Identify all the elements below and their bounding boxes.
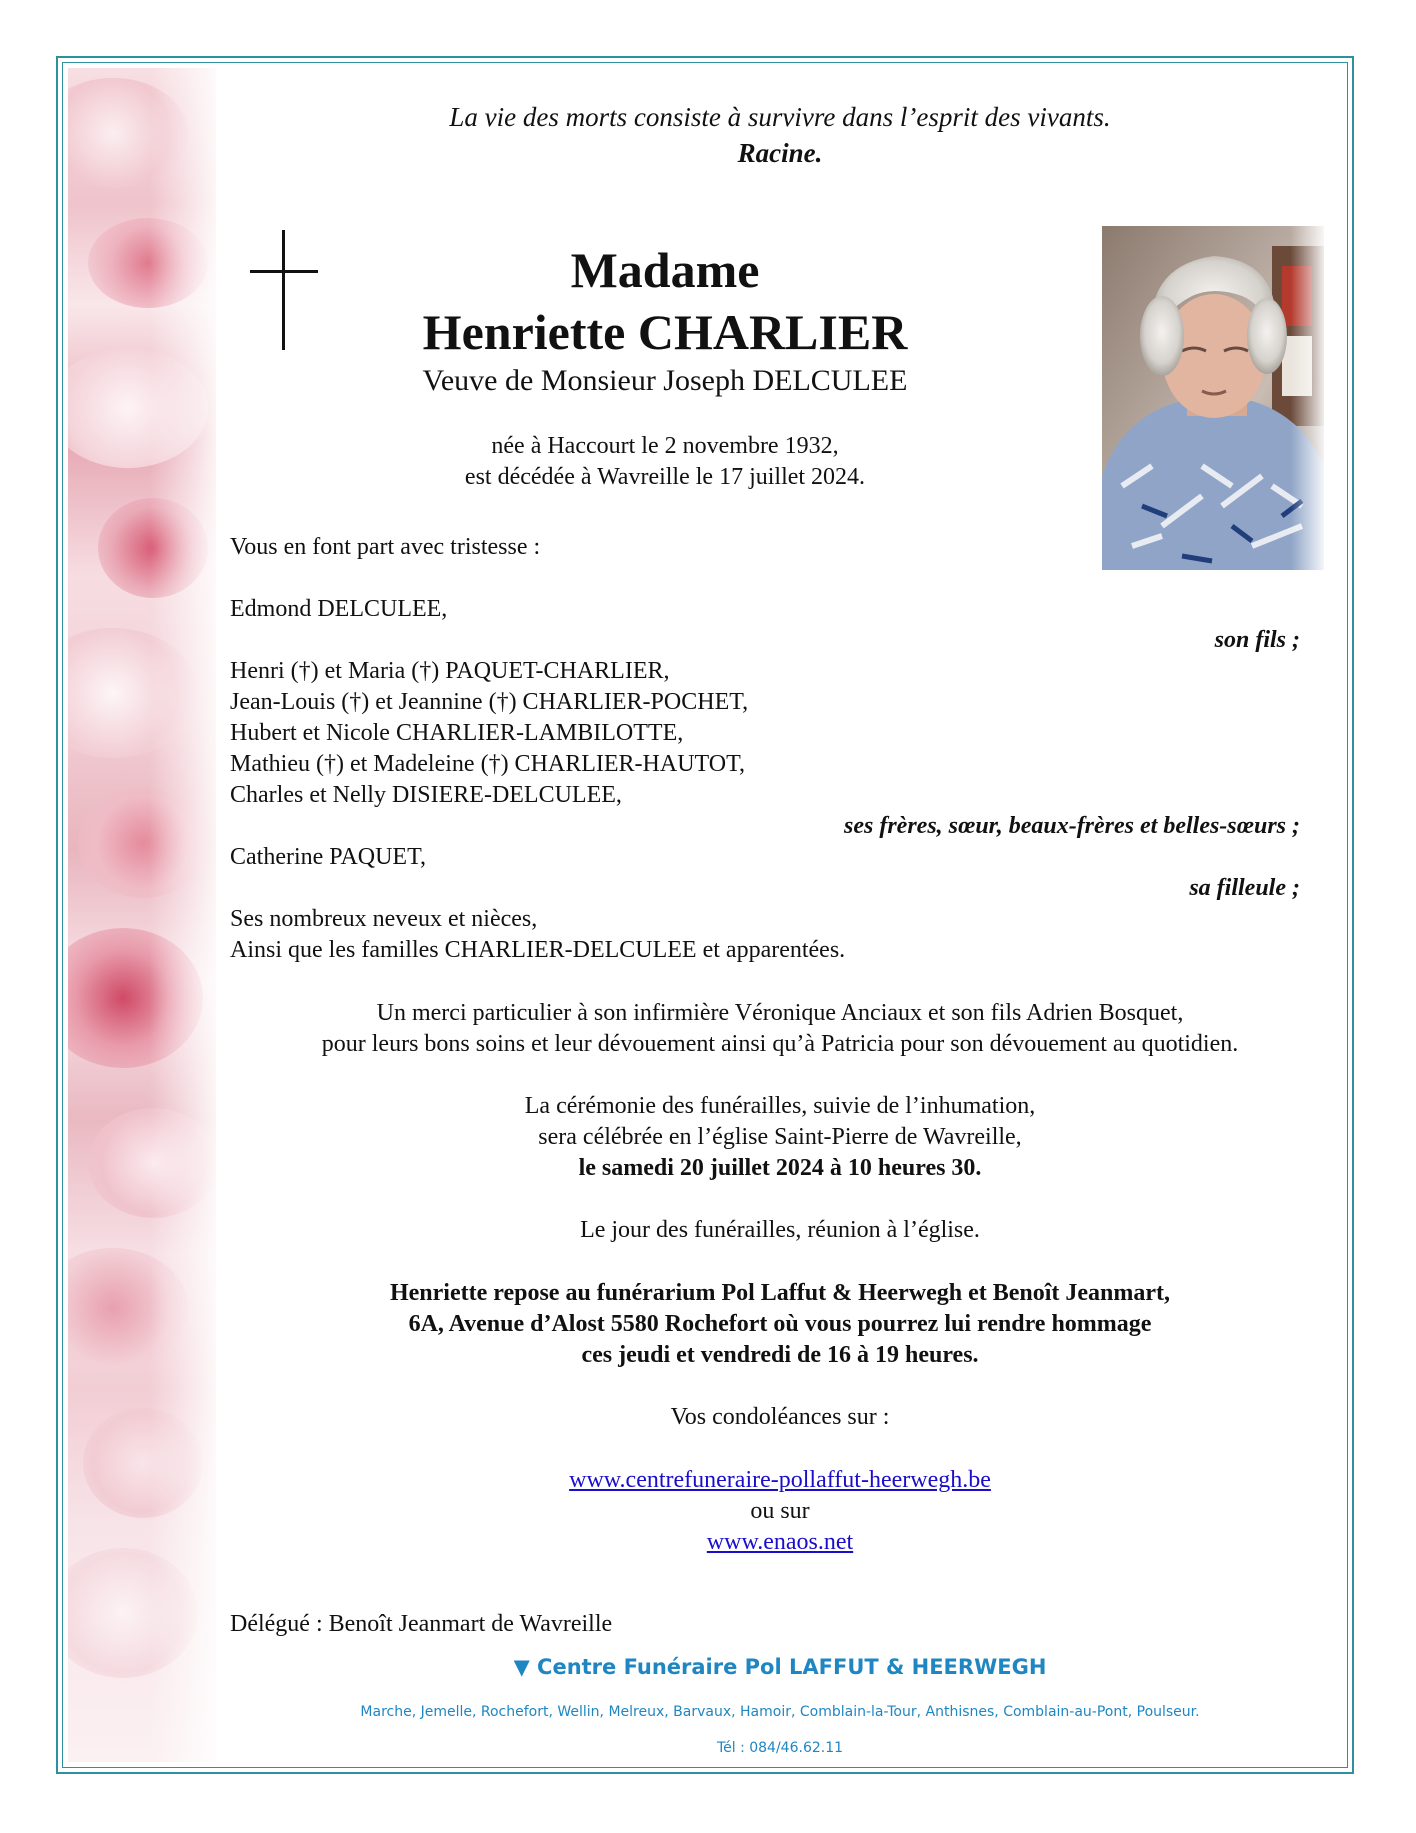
birth-line: née à Haccourt le 2 novembre 1932, [491,433,839,459]
other-family-line: Ainsi que les familles CHARLIER-DELCULEE et apparentées. [230,937,846,963]
ceremony-datetime: le samedi 20 juillet 2024 à 10 heures 30. [578,1155,982,1181]
ceremony-line: La cérémonie des funérailles, suivie de l’inhumation, [524,1093,1036,1119]
funeral-center-link[interactable]: www.centrefuneraire-pollaffut-heerwegh.be [569,1467,991,1493]
sibling-line: Jean-Louis (†) et Jeannine (†) CHARLIER-POCHET, [230,689,749,715]
thanks-line: pour leurs bons soins et leur dévouement ainsi qu’à Patricia pour son dévouement au quotidien. [321,1031,1239,1057]
condolences-link-row [230,1527,1330,1558]
deceased-honorific: Madame [570,242,760,298]
funeral-center-name: ▼ Centre Funéraire Pol LAFFUT & HEERWEGH [513,1655,1047,1679]
funeral-center-phone: Tél : 084/46.62.11 [716,1740,844,1756]
other-family-line: Ses nombreux neveux et nièces, [230,906,538,932]
delegate: Délégué : Benoît Jeanmart de Wavreille [230,1611,613,1637]
deceased-name: Henriette CHARLIER [422,304,908,360]
meeting-note: Le jour des funérailles, réunion à l’église. [580,1217,980,1243]
sibling-line: Hubert et Nicole CHARLIER-LAMBILOTTE, [230,720,684,746]
condolences-link-row [230,1465,1330,1496]
siblings-relation: ses frères, sœur, beaux-frères et belles-sœurs ; [844,813,1300,839]
portrait-photo [1102,226,1324,570]
epigraph-quote: La vie des morts consiste à survivre dans l’esprit des vivants. [449,102,1111,132]
epigraph-author: Racine. [737,138,823,168]
son-name: Edmond DELCULEE, [230,596,448,622]
goddaughter-relation: sa filleule ; [1189,875,1300,901]
condolences-or: ou sur [750,1498,810,1524]
visitation-line: ces jeudi et vendredi de 16 à 19 heures. [581,1342,979,1368]
sibling-line: Mathieu (†) et Madeleine (†) CHARLIER-HAUTOT, [230,751,745,777]
ceremony-line: sera célébrée en l’église Saint-Pierre de Wavreille, [538,1124,1022,1150]
visitation-line: Henriette repose au funérarium Pol Laffut & Heerwegh et Benoît Jeanmart, [389,1280,1171,1306]
sibling-line: Henri (†) et Maria (†) PAQUET-CHARLIER, [230,658,670,684]
sibling-line: Charles et Nelly DISIERE-DELCULEE, [230,782,622,808]
thanks-line: Un merci particulier à son infirmière Véronique Anciaux et son fils Adrien Bosquet, [376,1000,1184,1026]
cherry-blossom-strip [68,68,216,1762]
funeral-center-locations: Marche, Jemelle, Rochefort, Wellin, Melreux, Barvaux, Hamoir, Comblain-la-Tour, Anthisnes, Comblain-au-Pont, Poulseur. [360,1704,1200,1720]
enaos-link[interactable]: www.enaos.net [706,1529,854,1555]
visitation-line: 6A, Avenue d’Alost 5580 Rochefort où vous pourrez lui rendre hommage [408,1311,1152,1337]
widow-of: Veuve de Monsieur Joseph DELCULEE [422,364,908,397]
announcement: Vous en font part avec tristesse : [230,534,541,560]
son-relation: son fils ; [1214,627,1300,653]
goddaughter-name: Catherine PAQUET, [230,844,426,870]
death-line: est décédée à Wavreille le 17 juillet 2024. [464,464,866,490]
condolences-label: Vos condoléances sur : [670,1404,890,1430]
